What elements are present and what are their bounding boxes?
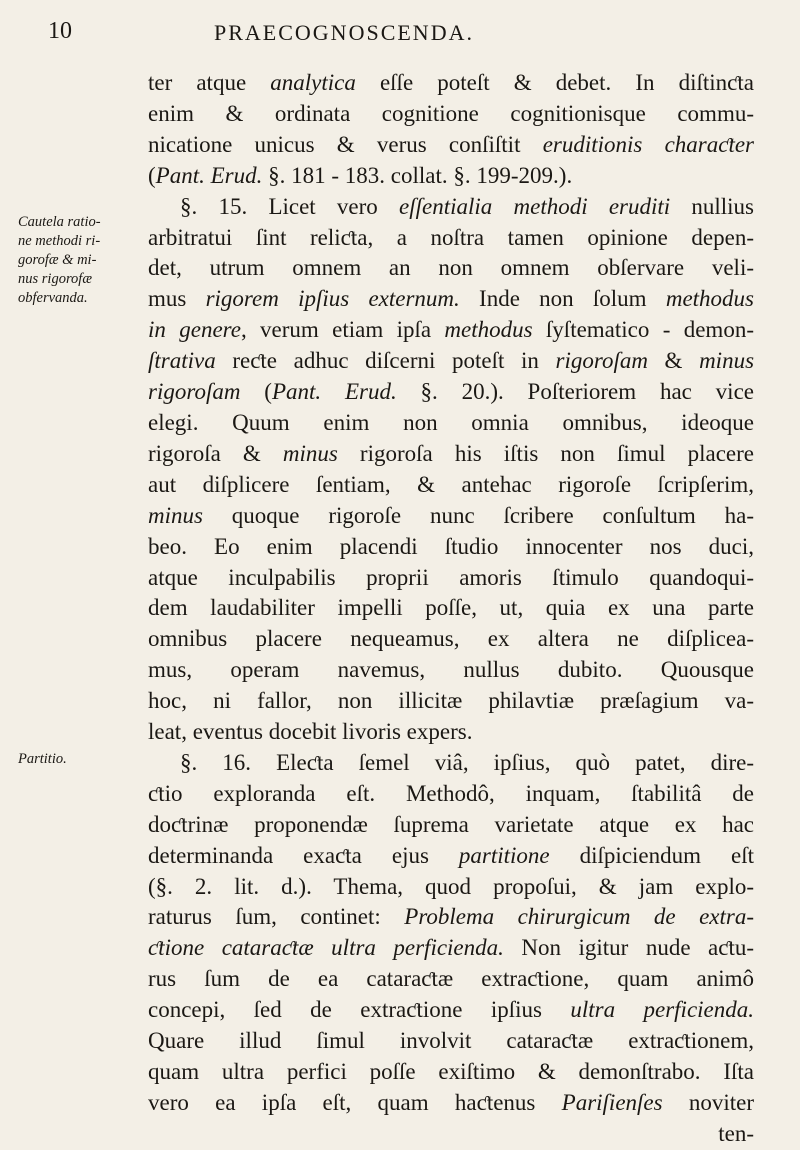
text-line: ſtrativa reƈte adhuc diſcerni poteſt in rigoroſam & minus (148, 348, 755, 374)
text-line: vero ea ipſa eſt, quam haƈtenus Pariſienſes noviter (148, 1089, 755, 1115)
margin-note-cautela (18, 213, 136, 308)
text-line: ƈtio exploranda eſt. Methodô, inquam, ſtabilitâ de (148, 780, 754, 806)
text-line: arbitratui ſint reliƈta, a noſtra tamen opinione depen- (148, 224, 754, 250)
text-line: in genere, verum etiam ipſa methodus ſyſtematico - demon- (148, 317, 754, 343)
page-header (44, 14, 744, 54)
margin-note-line: obfervanda. (18, 290, 88, 306)
text-line: leat, eventus docebit livoris expers. (148, 719, 473, 745)
text-line: rus ſum de ea cataraƈtæ extraƈtione, quam animô (148, 966, 754, 992)
text-line: (Pant. Erud. §. 181 - 183. collat. §. 199-209.). (148, 162, 573, 188)
text-line: quam ultra perfici poſſe exiſtimo & demonſtrabo. Iſta (148, 1059, 754, 1084)
margin-note-line: Cautela ratio- (18, 214, 101, 230)
text-line: det, utrum omnem an non omnem obſervare veli- (148, 255, 754, 281)
text-line: ƈtione cataraƈtæ ultra perficienda. Non igitur nude aƈtu- (148, 935, 754, 961)
margin-note-line: nus rigorofæ (18, 271, 92, 287)
text-line: mus, operam navemus, nullus dubito. Quousque (148, 657, 754, 683)
text-line: hoc, ni fallor, non illicitæ philavtiæ præſagium va- (148, 688, 754, 714)
text-line: rigoroſam (Pant. Erud. §. 20.). Poſteriorem hac vice (148, 379, 754, 405)
page-number: 10 (48, 18, 72, 44)
margin-note-partitio (18, 750, 136, 769)
margin-note-line: gorofæ & mi- (18, 252, 97, 268)
text-line: determinanda exaƈta ejus partitione diſpiciendum eſt (148, 842, 755, 868)
text-line: atque inculpabilis proprii amoris ſtimulo quandoqui- (148, 564, 754, 590)
text-line: mus rigorem ipſius externum. Inde non ſolum methodus (148, 286, 754, 312)
running-head: PRAECOGNOSCENDA. (214, 20, 474, 45)
margin-note-line: ne methodi ri- (18, 233, 101, 249)
text-line: minus quoque rigoroſe nunc ſcribere conſultum ha- (148, 502, 754, 528)
text-line: raturus ſum, continet: Problema chirurgicum de extra- (148, 904, 754, 930)
text-line: §. 15. Licet vero eſſentialia methodi eruditi nullius (180, 193, 755, 219)
body-text (148, 68, 754, 1150)
text-line: dem laudabiliter impelli poſſe, ut, quia ex una parte (148, 595, 754, 621)
text-line: doƈtrinæ proponendæ ſuprema varietate atque ex hac (148, 811, 754, 837)
text-line: §. 16. Eleƈta ſemel viâ, ipſius, quò patet, dire- (180, 749, 754, 775)
catchword: ten- (718, 1120, 754, 1146)
text-line: omnibus placere nequeamus, ex altera ne diſplicea- (148, 626, 754, 652)
text-line: elegi. Quum enim non omnia omnibus, ideoque (148, 409, 754, 435)
margin-note-line: Partitio. (18, 751, 67, 767)
text-line: Quare illud ſimul involvit cataraƈtæ extraƈtionem, (148, 1028, 754, 1054)
text-line: (§. 2. lit. d.). Thema, quod propoſui, & jam explo- (148, 873, 754, 899)
text-line: ter atque analytica eſſe poteſt & debet. In diſtinƈta (148, 70, 754, 95)
text-line: aut diſplicere ſentiam, & antehac rigoroſe ſcripſerim, (148, 471, 754, 497)
text-line: concepi, ſed de extraƈtione ipſius ultra perficienda. (148, 997, 755, 1023)
text-line: beo. Eo enim placendi ſtudio innocenter nos duci, (148, 533, 754, 559)
text-line: enim & ordinata cognitione cognitionisque commu- (148, 100, 754, 126)
text-line: nicatione unicus & verus conſiſtit eruditionis charaƈter (148, 131, 754, 157)
text-line: rigoroſa & minus rigoroſa his iſtis non ſimul placere (148, 440, 754, 466)
